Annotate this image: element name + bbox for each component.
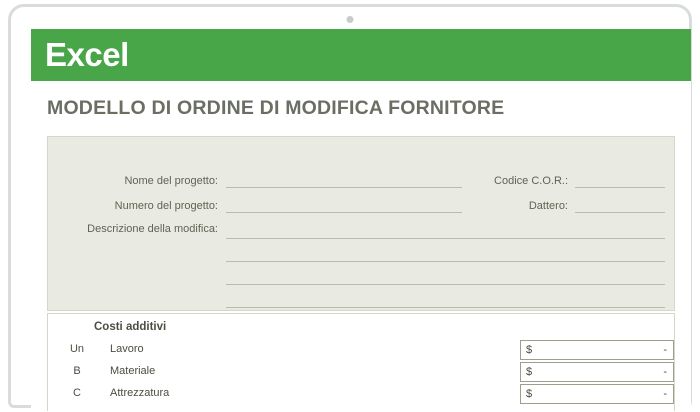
label-project-name: Nome del progetto:	[124, 175, 218, 187]
row-letter: B	[73, 365, 81, 377]
amount-input-labor[interactable]	[520, 340, 674, 360]
currency-symbol: $	[526, 344, 533, 356]
input-change-description-line-2[interactable]	[226, 261, 665, 262]
input-project-number[interactable]	[226, 212, 462, 213]
input-change-description-line-3[interactable]	[226, 284, 665, 285]
label-change-description-text: Descrizione della modifica:	[87, 223, 218, 235]
row-label: Materiale	[110, 365, 156, 377]
currency-symbol: $	[526, 366, 533, 378]
row-letter: C	[73, 387, 81, 399]
screen-bezel	[8, 4, 692, 408]
screen-content	[31, 29, 691, 411]
amount-value: -	[663, 388, 667, 400]
row-label: Attrezzatura	[110, 387, 170, 399]
table-row[interactable]	[48, 362, 674, 383]
input-cor-code[interactable]	[575, 187, 665, 188]
input-project-name[interactable]	[226, 187, 462, 188]
webcam-icon	[347, 16, 354, 23]
input-change-description-line-1[interactable]	[226, 238, 665, 239]
additional-costs-table	[47, 313, 675, 411]
excel-logo: Excel	[45, 36, 129, 73]
project-info-block	[47, 136, 675, 311]
amount-input-material[interactable]	[520, 362, 674, 382]
amount-value: -	[663, 366, 667, 378]
row-letter: Un	[69, 343, 85, 355]
excel-app-bar	[31, 29, 691, 81]
table-row[interactable]	[48, 340, 674, 361]
input-date[interactable]	[575, 212, 665, 213]
spreadsheet-document	[31, 81, 691, 411]
costs-section-title: Costi additivi	[94, 321, 167, 333]
input-change-description-line-4[interactable]	[226, 307, 665, 308]
row-label: Lavoro	[110, 343, 144, 355]
amount-input-equipment[interactable]	[520, 384, 674, 404]
label-date: Dattero:	[528, 200, 568, 212]
currency-symbol: $	[526, 388, 533, 400]
label-project-number: Numero del progetto:	[114, 200, 218, 212]
label-change-description	[58, 223, 218, 236]
label-cor-code: Codice C.O.R.:	[494, 175, 568, 187]
table-row[interactable]	[48, 384, 674, 405]
amount-value: -	[663, 344, 667, 356]
page-title: MODELLO DI ORDINE DI MODIFICA FORNITORE	[47, 97, 505, 119]
